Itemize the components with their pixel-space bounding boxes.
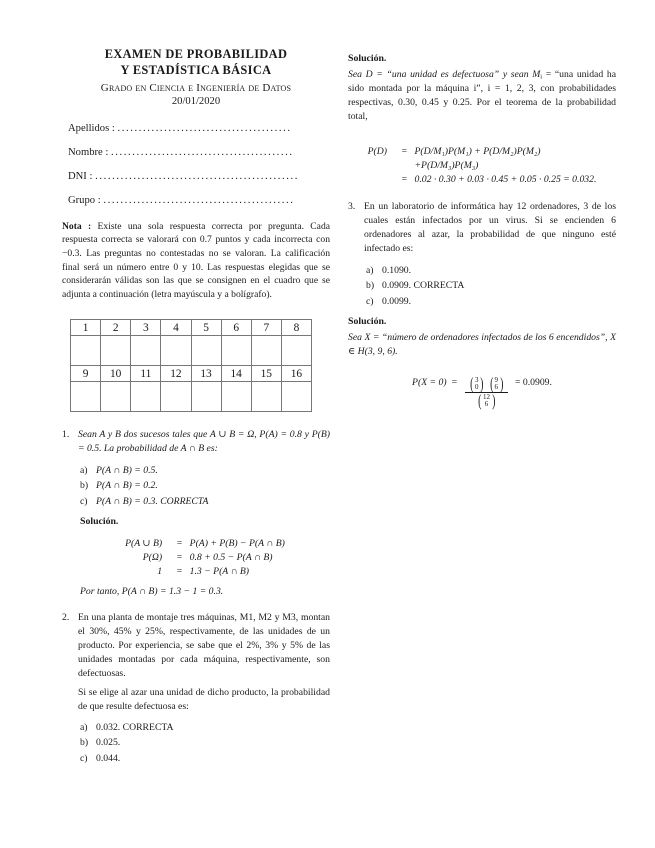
grid-number-cell: 13	[191, 366, 221, 382]
grid-number-cell: 15	[251, 366, 281, 382]
option-text: 0.0099.	[382, 295, 412, 307]
option-label: b)	[366, 280, 375, 292]
grid-answer-cell[interactable]	[281, 382, 311, 412]
paren-left-icon: (	[489, 374, 493, 394]
question-1-option-c[interactable]	[80, 495, 330, 510]
option-text: 0.044.	[96, 752, 121, 764]
equation-relation: =	[176, 551, 183, 563]
grid-number-cell: 12	[161, 366, 191, 382]
grid-answer-cell[interactable]	[191, 336, 221, 366]
formula-denominator	[465, 391, 508, 411]
grid-answer-cell[interactable]	[191, 382, 221, 412]
paren-right-icon: )	[491, 391, 495, 411]
field-dni[interactable]	[68, 171, 330, 182]
student-fields	[62, 123, 330, 206]
question-3-solution-text: Sea X = “número de ordenadores infectados de los 6 encendidos”, X ∈ H(3, 9, 6).	[348, 332, 616, 358]
equation-lhs: P(D)	[367, 145, 387, 157]
question-1-options[interactable]	[80, 464, 330, 510]
question-1-solution	[80, 516, 330, 599]
question-3-body	[364, 200, 616, 256]
option-text: 0.025.	[96, 737, 121, 749]
option-label: c)	[80, 752, 88, 764]
question-2-solution-text-b: = “una unidad ha sido montada por la máquina i”, i = 1, 2, 3, con probabilidades respectivas, 0.30, 0.45 y 0.25. Por el teorema de la probabilidad total,	[348, 69, 616, 123]
exam-title-line1: EXAMEN DE PROBABILIDAD	[104, 47, 288, 61]
question-1	[62, 428, 330, 456]
question-2-equations	[348, 144, 616, 186]
question-1-statement: Sean A y B dos sucesos tales que A ∪ B = Ω, P(A) = 0.8 y P(B) = 0.5. La probabilidad de A ∩ B es:	[78, 429, 330, 455]
grid-answer-cell[interactable]	[251, 336, 281, 366]
option-label: b)	[80, 480, 89, 492]
exam-date: 20/01/2020	[171, 95, 221, 107]
field-apellidos[interactable]	[68, 123, 330, 134]
equation-rhs: 0.02 · 0.30 + 0.03 · 0.45 + 0.05 · 0.25 = 0.032.	[414, 173, 597, 185]
equation-row	[125, 564, 285, 578]
option-label: a)	[366, 264, 374, 276]
question-2-body	[78, 611, 330, 713]
question-1-equations	[80, 536, 330, 578]
field-grupo[interactable]	[68, 195, 330, 206]
option-label: c)	[366, 295, 374, 307]
field-dni-label: DNI :	[68, 170, 93, 182]
question-2-solution-label: Solución.	[348, 53, 387, 64]
equation-relation: =	[400, 145, 408, 157]
question-3-option-c[interactable]	[366, 295, 616, 310]
question-1-solution-label: Solución.	[80, 516, 119, 528]
field-apellidos-label: Apellidos :	[68, 122, 115, 134]
answer-grid-numbers-row-2	[71, 366, 312, 382]
option-label: b)	[80, 737, 89, 749]
option-text: 0.1090.	[382, 264, 412, 276]
nota-text: Existe una sola respuesta correcta por pregunta. Cada respuesta correcta se valorará con 0.7 puntos y cada incorrecta con −0.3. Las preguntas no contestadas no se valoran. La calificación final será un número entre 0 y 10. Las respuestas elegidas que se considerarán válidas son las que se consignen en el cuadro que se adjunta a continuación (letra mayúscula y a bolígrafo).	[62, 220, 330, 300]
equation-lhs	[368, 172, 394, 186]
binom-top: 9	[494, 376, 498, 385]
question-2-statement-p1: En una planta de montaje tres máquinas, M1, M2 y M3, montan el 30%, 45% y 25%, respectivamente, de las unidades de un producto. Por experiencia, se sabe que el 2%, 3% y 5% de las unidades montadas por cada máquina, respectivamente, son defectuosas.	[78, 612, 330, 680]
grid-number-cell: 4	[161, 320, 191, 336]
equation-relation	[394, 158, 415, 172]
question-3-number: 3.	[348, 201, 356, 213]
grid-number-cell: 14	[221, 366, 251, 382]
formula-relation: =	[451, 377, 458, 389]
equation-row	[368, 158, 597, 172]
grid-answer-cell[interactable]	[131, 336, 161, 366]
formula-numerator	[465, 374, 508, 394]
grid-number-cell: 8	[281, 320, 311, 336]
question-3-option-b[interactable]	[366, 279, 616, 294]
right-column	[348, 46, 616, 415]
question-1-body	[78, 428, 330, 456]
formula-result: = 0.0909.	[515, 377, 552, 389]
left-column	[62, 46, 330, 767]
equation-rhs: P(A) + P(B) − P(A ∩ B)	[189, 537, 285, 549]
option-label: a)	[80, 464, 88, 476]
nota-label: Nota :	[62, 220, 92, 232]
equation-rhs: 0.8 + 0.5 − P(A ∩ B)	[189, 551, 273, 563]
exam-header	[62, 46, 330, 107]
question-3-option-a[interactable]	[366, 264, 616, 279]
equation-rhs: 1.3 − P(A ∩ B)	[189, 565, 250, 577]
answer-grid-answers-row-1[interactable]	[71, 336, 312, 366]
paren-right-icon: )	[480, 374, 484, 394]
option-label: c)	[80, 495, 88, 507]
grid-number-cell: 1	[71, 320, 101, 336]
grid-answer-cell[interactable]	[71, 382, 101, 412]
grid-number-cell: 5	[191, 320, 221, 336]
equation-row	[125, 550, 285, 564]
grid-number-cell: 9	[71, 366, 101, 382]
question-2-option-b[interactable]	[80, 736, 330, 751]
question-3-statement: En un laboratorio de informática hay 12 ordenadores, 3 de los cuales están infectados por un virus. Si se encienden 6 ordenadores al azar, la probabilidad de que ninguno esté infectado es:	[364, 201, 616, 255]
question-2-solution	[348, 53, 616, 186]
answer-grid-answers-row-2[interactable]	[71, 382, 312, 412]
question-3	[348, 200, 616, 256]
option-label: a)	[80, 721, 88, 733]
grid-answer-cell[interactable]	[251, 382, 281, 412]
field-nombre-dots: ...........................................	[110, 146, 294, 158]
binom-stack	[494, 377, 498, 391]
exam-subtitle: Grado en Ciencia e Ingeniería de Datos	[100, 81, 292, 94]
formula-fraction	[465, 374, 508, 411]
formula-lhs: P(X = 0)	[412, 377, 447, 389]
question-1-option-b[interactable]	[80, 479, 330, 494]
grid-number-cell: 10	[101, 366, 131, 382]
field-dni-dots: ................................................	[95, 170, 300, 182]
question-1-number: 1.	[62, 429, 70, 441]
option-text: P(A ∩ B) = 0.2.	[96, 480, 158, 492]
field-grupo-dots: .............................................	[103, 194, 295, 206]
equation-rhs: P(D/M₁)P(M₁) + P(D/M₂)P(M₂)	[414, 145, 541, 157]
question-3-formula	[348, 374, 616, 411]
grid-number-cell: 16	[281, 366, 311, 382]
question-3-solution-label: Solución.	[348, 316, 387, 328]
binom-stack	[483, 394, 491, 408]
question-2-number: 2.	[62, 612, 70, 624]
nota-block	[62, 220, 330, 302]
binom-top: 12	[483, 393, 490, 402]
question-2-options[interactable]	[80, 721, 330, 767]
equation-lhs	[368, 158, 394, 172]
field-grupo-label: Grupo :	[68, 194, 101, 206]
paren-left-icon: (	[478, 391, 482, 411]
binom-stack	[475, 377, 479, 391]
question-2-solution-subscript: i	[540, 73, 543, 81]
option-text: P(A ∩ B) = 0.3. CORRECTA	[96, 495, 209, 507]
field-apellidos-dots: .........................................	[117, 122, 292, 134]
answer-grid-numbers-row-1	[71, 320, 312, 336]
binom-bottom: 6	[494, 383, 498, 392]
exam-title-line2: Y ESTADÍSTICA BÁSICA	[120, 63, 272, 78]
grid-answer-cell[interactable]	[71, 336, 101, 366]
binomial-coefficient	[475, 391, 498, 411]
equation-row	[125, 536, 285, 550]
equation-row	[368, 144, 597, 158]
field-nombre[interactable]	[68, 147, 330, 158]
equation-lhs: P(A ∪ B)	[125, 537, 163, 549]
equation-relation: =	[176, 565, 183, 577]
equation-relation: =	[400, 173, 408, 185]
question-list-left	[62, 428, 330, 766]
grid-answer-cell[interactable]	[221, 336, 251, 366]
question-3-solution	[348, 316, 616, 411]
binom-bottom: 0	[475, 383, 479, 392]
question-1-conclusion: Por tanto, P(A ∩ B) = 1.3 − 1 = 0.3.	[80, 586, 224, 598]
grid-answer-cell[interactable]	[101, 382, 131, 412]
grid-number-cell: 11	[131, 366, 161, 382]
question-2-option-c[interactable]	[80, 752, 330, 767]
equation-rhs: +P(D/M₃)P(M₃)	[414, 159, 479, 171]
answer-grid[interactable]	[70, 319, 312, 412]
paren-right-icon: )	[499, 374, 503, 394]
binomial-coefficient	[487, 374, 506, 394]
grid-answer-cell[interactable]	[221, 382, 251, 412]
binomial-coefficient	[467, 374, 486, 394]
grid-answer-cell[interactable]	[281, 336, 311, 366]
question-3-options[interactable]	[366, 264, 616, 310]
paren-left-icon: (	[470, 374, 474, 394]
grid-answer-cell[interactable]	[161, 382, 191, 412]
question-2-option-a[interactable]	[80, 721, 330, 736]
binom-bottom: 6	[484, 400, 489, 409]
grid-answer-cell[interactable]	[131, 382, 161, 412]
equation-lhs: 1	[157, 565, 163, 577]
grid-answer-cell[interactable]	[161, 336, 191, 366]
grid-number-cell: 7	[251, 320, 281, 336]
question-2-statement-p2: Si se elige al azar una unidad de dicho producto, la probabilidad de que resulte defectuosa es:	[78, 686, 330, 712]
grid-answer-cell[interactable]	[101, 336, 131, 366]
equation-row	[368, 172, 597, 186]
binom-top: 3	[475, 376, 479, 385]
option-text: 0.032. CORRECTA	[96, 721, 174, 733]
option-text: 0.0909. CORRECTA	[382, 280, 465, 292]
grid-number-cell: 2	[101, 320, 131, 336]
question-2	[62, 611, 330, 713]
equation-lhs: P(Ω)	[142, 551, 163, 563]
option-text: P(A ∩ B) = 0.5.	[96, 464, 158, 476]
field-nombre-label: Nombre :	[68, 146, 109, 158]
grid-number-cell: 6	[221, 320, 251, 336]
equation-relation: =	[176, 537, 183, 549]
question-2-solution-text-a: Sea D = “una unidad es defectuosa” y sean M	[348, 69, 541, 80]
question-2-solution-text	[348, 68, 616, 124]
grid-number-cell: 3	[131, 320, 161, 336]
question-1-option-a[interactable]	[80, 464, 330, 479]
